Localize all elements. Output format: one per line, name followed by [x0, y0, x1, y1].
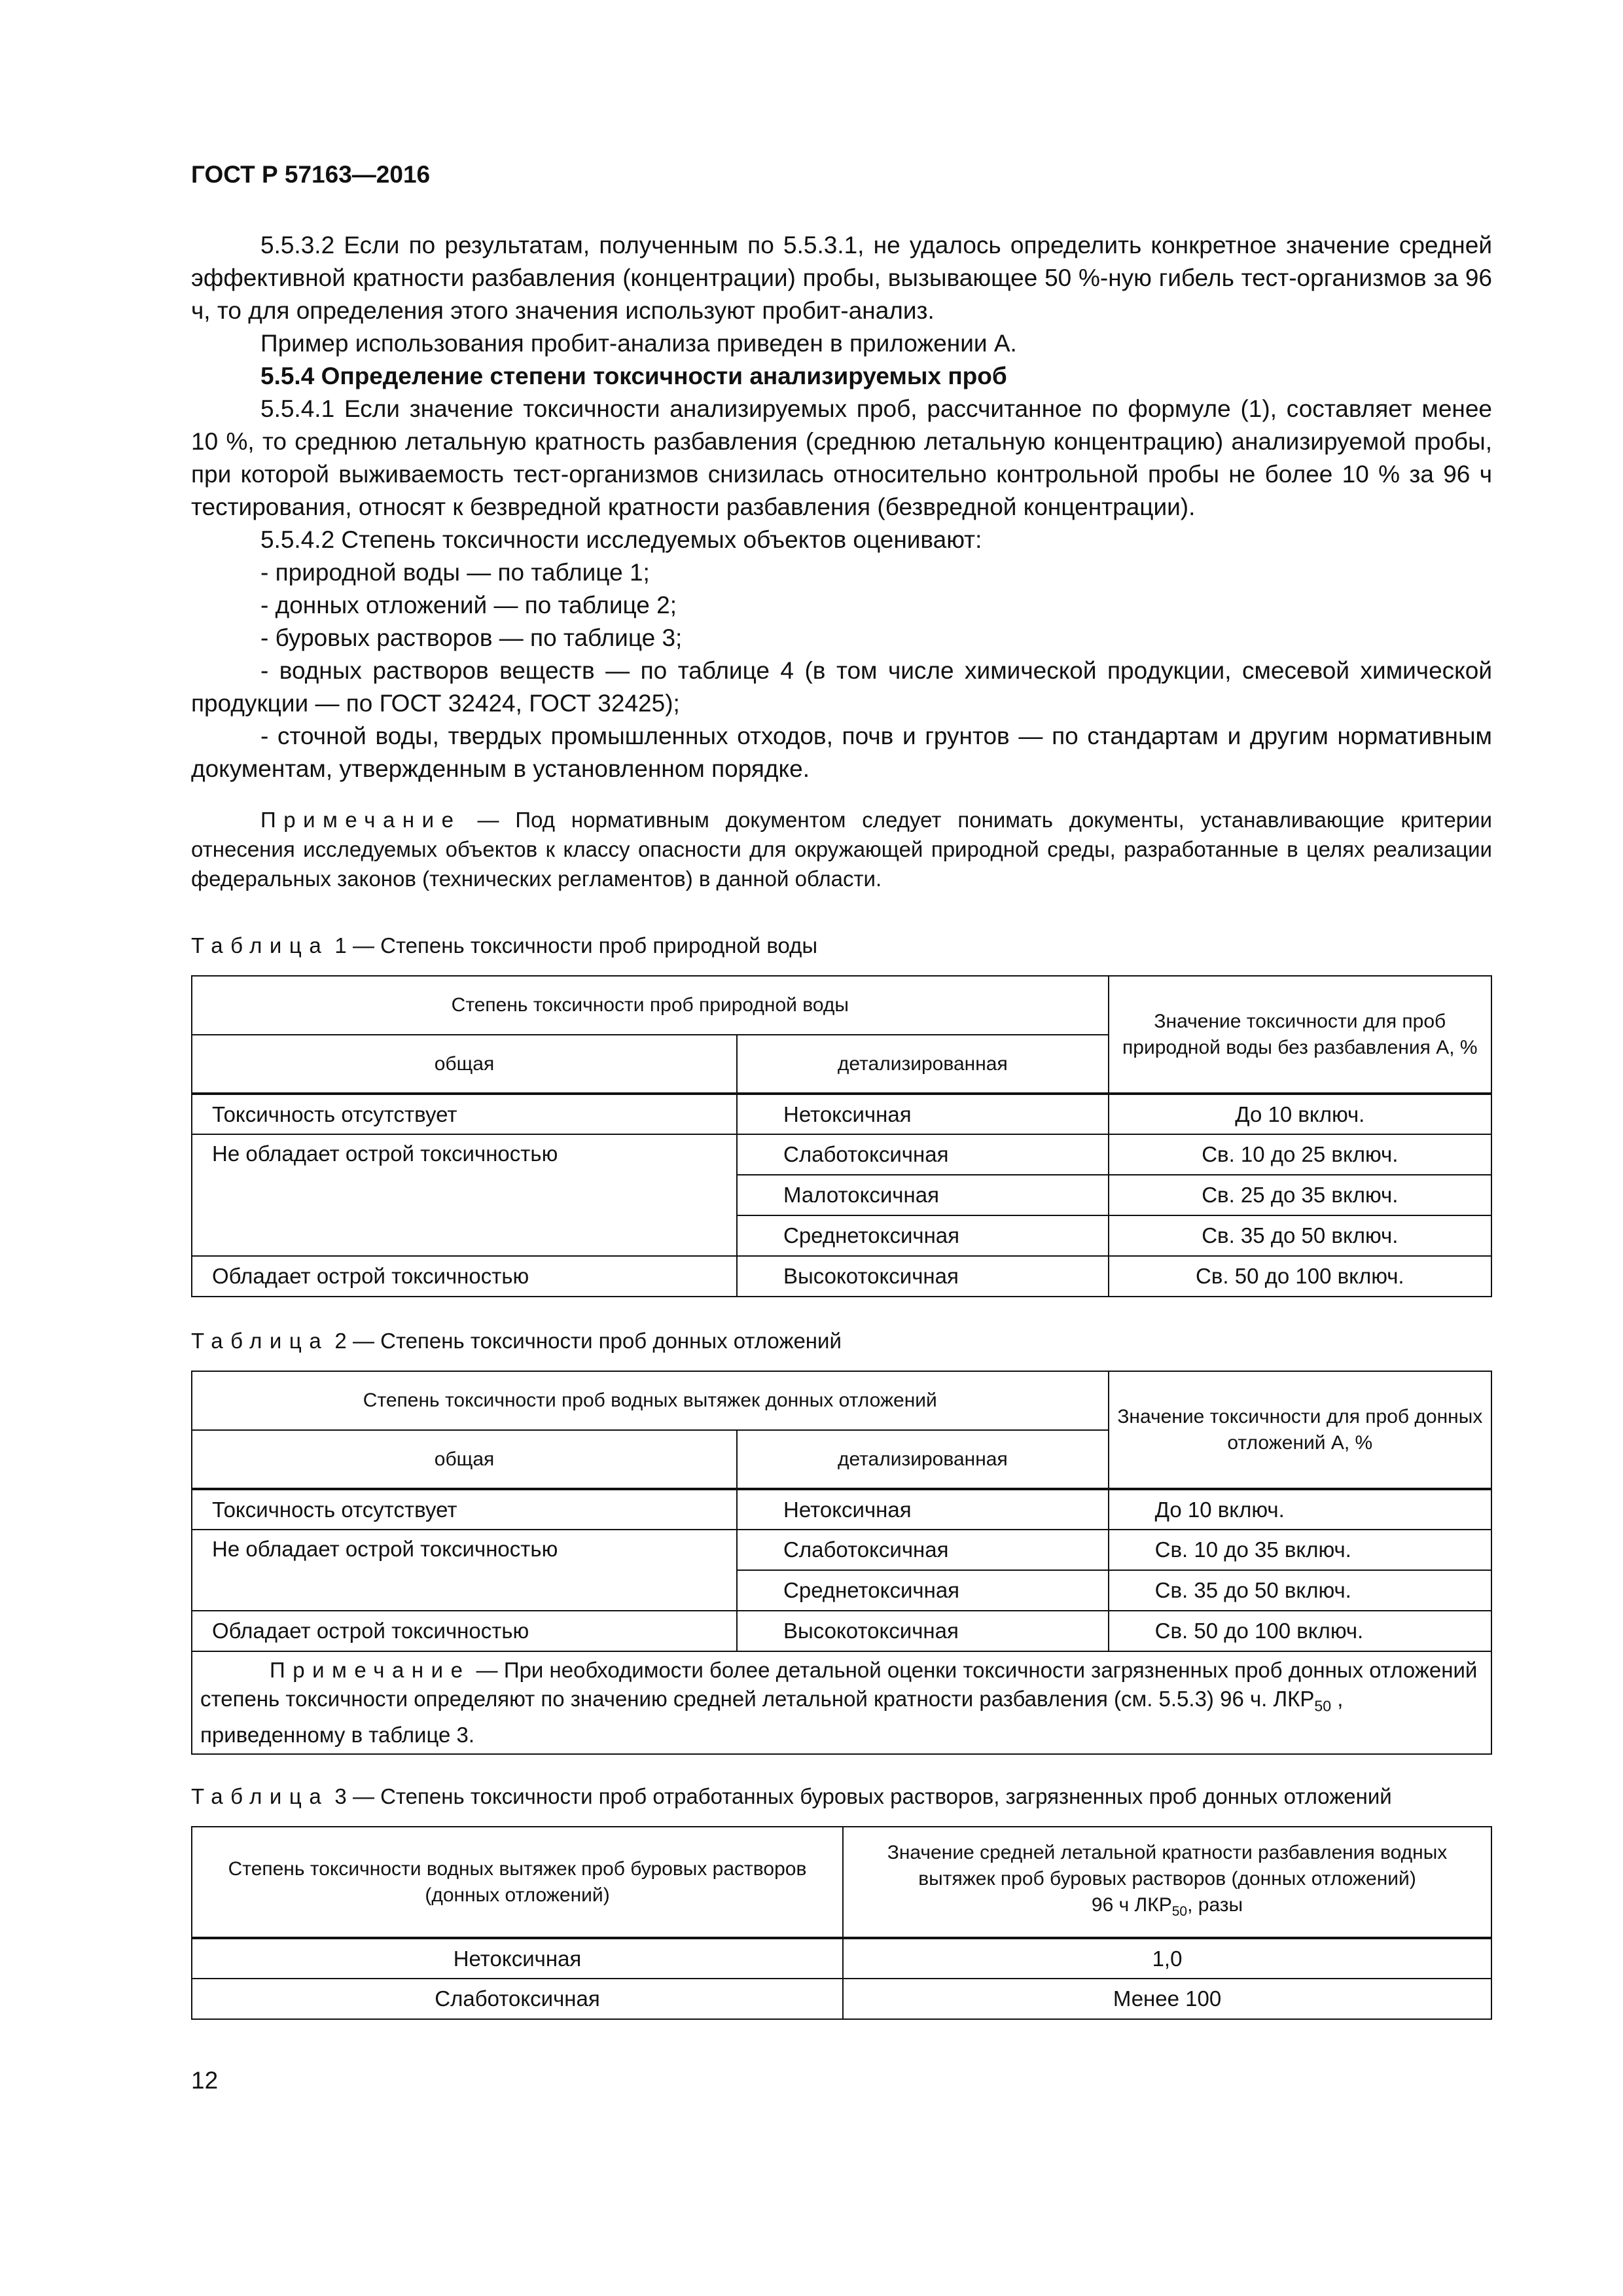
table1-cell-value: До 10 включ. [1109, 1094, 1491, 1134]
table1-cell-value: Св. 25 до 35 включ. [1109, 1175, 1491, 1215]
note-label: Примечание [260, 808, 461, 832]
table2-cell-value: Св. 35 до 50 включ. [1109, 1570, 1491, 1611]
table2-cell-detailed: Среднетоксичная [737, 1570, 1109, 1611]
table1-head-group: Степень токсичности проб природной воды [192, 976, 1109, 1035]
table3-cell-value: 1,0 [843, 1938, 1491, 1979]
table3-title: 3 — Степень токсичности проб отработанных буровых растворов, загрязненных проб донных отложений [329, 1784, 1392, 1808]
document-code: ГОСТ Р 57163—2016 [191, 161, 431, 188]
paragraph-example: Пример использования пробит-анализа приведен в приложении А. [260, 330, 1017, 357]
table3-cell-degree: Слаботоксичная [192, 1979, 843, 2019]
list-item: - донных отложений — по таблице 2; [260, 592, 677, 619]
table1-cell-detailed: Слаботоксичная [737, 1134, 1109, 1175]
table1-cell-detailed: Нетоксичная [737, 1094, 1109, 1134]
table2-cell-detailed: Нетоксичная [737, 1489, 1109, 1530]
paragraph-5-5-3-2: 5.5.3.2 Если по результатам, полученным по 5.5.3.1, не удалось определить конкретное значение средней эффективной кратности разбавления (концентрации) пробы, вызывающее 50 %-ную гибель тест-организмов за 96 ч, то для определения этого значения используют пробит-анализ. [191, 232, 1492, 324]
table2-head-detailed: детализированная [737, 1430, 1109, 1489]
table1-title: 1 — Степень токсичности проб природной воды [329, 933, 818, 958]
table1-cell-general: Токсичность отсутствует [192, 1094, 737, 1134]
table2-cell-value: Св. 10 до 35 включ. [1109, 1530, 1491, 1570]
note-text: — Под нормативным документом следует понимать документы, устанавливающие критерии отнесения исследуемых объектов к классу опасности для окружающей природной среды, разработанные в целях реализации федеральных законов (технических регламентов) в данной области. [191, 808, 1492, 891]
table2-head-value: Значение токсичности для проб донных отложений А, % [1109, 1371, 1491, 1489]
table2-cell-general: Не обладает острой токсичностью [192, 1530, 737, 1611]
table3-cell-degree: Нетоксичная [192, 1938, 843, 1979]
table1-cell-detailed: Среднетоксичная [737, 1215, 1109, 1256]
list-item: - природной воды — по таблице 1; [260, 559, 650, 586]
head-value-suffix: , разы [1187, 1893, 1243, 1916]
table1-head-general: общая [192, 1035, 737, 1094]
table3-head-value [843, 1827, 1491, 1938]
table1-cell-detailed: Высокотоксичная [737, 1256, 1109, 1297]
list-item: - сточной воды, твердых промышленных отходов, почв и грунтов — по стандартам и другим нормативным документам, утвержденным в установленном порядке. [191, 723, 1492, 782]
table2-caption [191, 1329, 842, 1354]
list-item: - водных растворов веществ — по таблице 4 (в том числе химической продукции, смесевой химической продукции — по ГОСТ 32424, ГОСТ 32425); [191, 657, 1492, 717]
paragraph-5-5-4-1: 5.5.4.1 Если значение токсичности анализируемых проб, рассчитанное по формуле (1), составляет менее 10 %, то среднюю летальную кратность разбавления (среднюю летальную концентрацию) анализируемой пробы, при которой выживаемость тест-организмов снизилась относительно контрольной пробы не более 10 % за 96 ч тестирования, относят к безвредной кратности разбавления (безвредной концентрации). [191, 395, 1492, 520]
table2-cell-detailed: Слаботоксичная [737, 1530, 1109, 1570]
table1-head-detailed: детализированная [737, 1035, 1109, 1094]
section-heading-5-5-4: 5.5.4 Определение степени токсичности анализируемых проб [260, 363, 1007, 389]
table3-head-degree: Степень токсичности водных вытяжек проб буровых растворов (донных отложений) [192, 1827, 843, 1938]
note-label: Примечание [270, 1658, 471, 1682]
table1-cell-value: Св. 10 до 25 включ. [1109, 1134, 1491, 1175]
note-subscript: 50 [1314, 1697, 1332, 1715]
list-item: - буровых растворов — по таблице 3; [260, 624, 683, 651]
table3 [191, 1826, 1492, 2020]
head-value-unit: 96 ч ЛКР [1091, 1893, 1172, 1916]
table-label: Таблица [191, 933, 329, 958]
table2-note [192, 1651, 1491, 1754]
table3-cell-value: Менее 100 [843, 1979, 1491, 2019]
table2-head-general: общая [192, 1430, 737, 1489]
table2-cell-general: Токсичность отсутствует [192, 1489, 737, 1530]
note-text: — При необходимости более детальной оценки токсичности загрязненных проб донных отложений степень токсичности определяют по значению средней летальной кратности разбавления (см. 5.5.3) 96 ч. ЛКР [200, 1658, 1478, 1711]
table2-cell-detailed: Высокотоксичная [737, 1611, 1109, 1651]
table1-head-value: Значение токсичности для проб природной воды без разбавления А, % [1109, 976, 1491, 1094]
table1 [191, 975, 1492, 1297]
table1-cell-general: Не обладает острой токсичностью [192, 1134, 737, 1256]
table2-title: 2 — Степень токсичности проб донных отложений [329, 1329, 842, 1353]
table1-cell-value: Св. 50 до 100 включ. [1109, 1256, 1491, 1297]
table-label: Таблица [191, 1784, 329, 1808]
head-value-subscript: 50 [1171, 1903, 1188, 1919]
note-end: , приведенному в таблице 3. [200, 1687, 1344, 1747]
table-label: Таблица [191, 1329, 329, 1353]
page-number: 12 [191, 2067, 219, 2094]
head-value-text: Значение средней летальной кратности разбавления водных вытяжек проб буровых растворов (донных отложений) [887, 1841, 1448, 1890]
table1-caption [191, 933, 817, 958]
table3-caption [191, 1784, 1392, 1809]
body-text [191, 229, 1492, 893]
table1-cell-detailed: Малотоксичная [737, 1175, 1109, 1215]
paragraph-5-5-4-2: 5.5.4.2 Степень токсичности исследуемых объектов оценивают: [260, 526, 982, 553]
table1-cell-value: Св. 35 до 50 включ. [1109, 1215, 1491, 1256]
table2-cell-value: Св. 50 до 100 включ. [1109, 1611, 1491, 1651]
table2 [191, 1371, 1492, 1755]
table2-head-group: Степень токсичности проб водных вытяжек донных отложений [192, 1371, 1109, 1430]
note [191, 805, 1492, 893]
table2-cell-general: Обладает острой токсичностью [192, 1611, 737, 1651]
table2-cell-value: До 10 включ. [1109, 1489, 1491, 1530]
table1-cell-general: Обладает острой токсичностью [192, 1256, 737, 1297]
